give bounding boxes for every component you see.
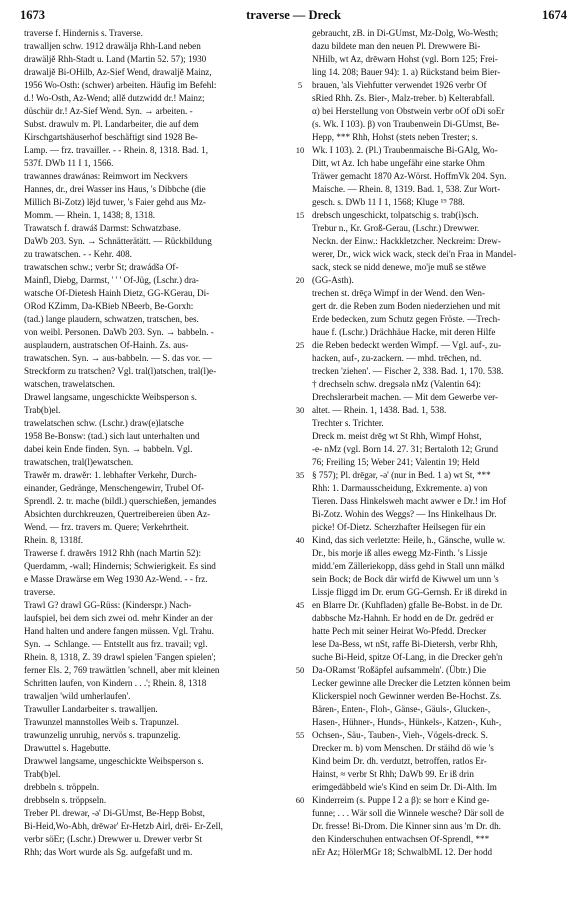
right-column-text-line: Kind, das sich verletzte: Heile, h., Gänsche, wulle w. [312,535,506,545]
right-column-text-line: Dr., bis morje iß alles ewegg Mz-Finth. 's Lissje [312,548,488,558]
left-column-text-line: trawatschen schw.; verbr St; drawádšə Of- [24,262,179,272]
left-column-text-line: Millich Bi-Zotz) lějd tuwer, 's Faier gehd aus Mz- [24,197,206,207]
left-column-text-line: Trawl G? drawl GG-Rüss: (Kinderspr.) Nach- [24,600,192,610]
left-column-text-line: Kirschgartshäuserhof beschäftigt sind 1928 Be- [24,132,198,142]
left-column-text-line: Rhein. 8, 1318, Z. 39 drawl spielen 'Fangen spielen'; [24,652,216,662]
right-column-text-line: Erde bedecken, zum Schutz gegen Fröste. —Trech- [312,314,501,324]
right-column-text-line: Drecker m. b) vom Menschen. Dr stäihd dö wie 's [312,743,494,753]
left-column-text-line: Lamp. — frz. travailler. - - Rhein. 8, 1318. Bad. 1, [24,145,208,155]
line-number: 30 [295,405,305,415]
left-column-text-line: watsche Of-Dietesh Hainh Dietz, GG-KGerau, Di- [24,288,210,298]
left-column-text-line: Querdamm, -wall; Hindernis; Schwierigkeit. Es sind [24,561,216,571]
right-column-text-line: ling 14. 208; Bauer 94): 1. a) Rückstand beim Bier- [312,67,501,77]
left-column-text-line: Treber Pl. drewər, -ə' Di-GUmst, Be-Hepp Bobst, [24,808,205,818]
left-column-text-line: ferner Els. 2, 769 trawättlen 'schnell, aber mit kleinen [24,665,220,675]
right-column-text-line: Ochsen-, Säu-, Tauben-, Vieh-, Vögels-dreck. S. [312,730,488,740]
left-column-text-line: trawatschen. Syn. → aus-babbeln. — S. das vor. — [24,353,212,363]
line-number: 40 [295,535,305,545]
right-column-text-line: Kinderreim (s. Puppe I 2 a β): se horr e Kind ge- [312,795,490,805]
running-head: traverse — Dreck [246,8,341,22]
line-number: 35 [295,470,305,480]
left-column-text-line: traverse f. Hindernis s. Traverse. [24,28,143,38]
left-column [24,27,274,859]
left-column-text-line: verbr söEr; (Lschr.) Drewwer u. Drewer verbr St [24,834,203,844]
left-column-text-line: Wend. — frz. travers m. Quere; Verkehrtheit. [24,522,189,532]
right-column-text-line: Trechter s. Trichter. [312,418,384,428]
left-column-text-line: Trab(b)el. [24,405,61,415]
right-column-text-line: Hainst, ≈ verbr St Rhh; DaWb 99. Er iß drin [312,769,474,779]
left-column-text-line: 1958 Be-Bonsw: (tad.) sich laut unterhalten und [24,431,200,441]
left-column-text-line: trawalljen schw. 1912 drawäljə Rhh-Land neben [24,41,201,51]
right-column-text-line: picke! Of-Dietz. Scherzhafter Heilsegen für ein [312,522,486,532]
left-column-text-line: Schritten laufen, von Kindern . . .'; Rhein. 8, 1318 [24,678,207,688]
right-column-text-line: den Kinderschuhen entwachsen Of-Sprendl, *** [312,834,490,844]
right-column-text-line: werer, Dr., wick wick wack, steck dei'n Fraa in Mandel- [312,249,517,259]
left-column-text-line: Trawunzel mannstolles Weib s. Trapunzel. [24,717,179,727]
right-column-text-line: Da-ORamst 'Roßäpfel aufsammeln'. (Übtr.) Die [312,665,487,675]
right-column-text-line: midd.'em Zälleriekopp, däss gehd in Stall unn mälkd [312,561,505,571]
left-column-text-line: Subst. drawulv m. Pl. Landarbeiter, die auf dem [24,119,199,129]
right-column-text-line: sein Bock; de Bock där wirfd de Kiwwel um unn 's [312,574,499,584]
page-number-left: 1673 [20,8,45,22]
left-column-text-line: Hand halten und andere fangen müssen. Vgl. Trahu. [24,626,214,636]
right-column-text-line: Hasen-, Hühner-, Hunds-, Hünkels-, Katzen-, Kuh-, [312,717,502,727]
left-column-text-line: Rhein. 8, 1318f. [24,535,84,545]
page-number-right: 1674 [542,8,567,22]
right-column-text-line: hatte Pech mit seiner Heirat Wo-Pfedd. Drecker [312,626,487,636]
right-column-text-line: altet. — Rhein. 1, 1438. Bad. 1, 538. [312,405,447,415]
left-column-text-line: drawäljě Rhh-Stadt u. Land (Martin 52. 57); 1930 [24,54,207,64]
right-column-text-line: dabbsche Mz-Hahnh. Er hodd en de Dr. gedrëd er [312,613,494,623]
left-column-text-line: Trawuller Landarbeiter s. trawalljen. [24,704,158,714]
right-column-text-line: suche Bi-Heid, spitze Of-Lang, in die Drecker geh'n [312,652,503,662]
left-column-text-line: Momm. — Rhein. 1, 1438; 8, 1318. [24,210,156,220]
right-column-text-line: brauen, 'als Viehfutter verwendet 1926 verbr Of [312,80,487,90]
right-column [312,27,563,859]
left-column-text-line: trawannes drawánəs: Reimwort im Neckvers [24,171,188,181]
left-column-text-line: watschen, trawelatschen. [24,379,115,389]
right-column-text-line: gesch. s. DWb 11 I 1, 1568; Kluge ¹⁹ 788. [312,197,465,207]
right-column-text-line: Klickerspiel noch Gewinner werden Be-Hochst. Zs. [312,691,502,701]
line-number: 15 [295,210,305,220]
right-column-text-line: Ditt, wt Az. Ich habe ungefähr eine starke Ohm [312,158,485,168]
right-column-text-line: sRied Rhh. Zs. Bier-, Malz-treber. b) Kelterabfall. [312,93,495,103]
right-column-text-line: hacken, auf-, zu-zackern. — mhd. trēchen, nd. [312,353,482,363]
left-column-text-line: trawelatschen schw. (Lschr.) draw(e)latsche [24,418,184,428]
left-column-text-line: einander, Gedränge, Menschengewirr, Trubel Of- [24,483,204,493]
right-column-text-line: α) bei Herstellung von Obstwein verbr oOf oDi soEr [312,106,505,116]
right-column-text-line: trechen st. drēçə Wimpf in der Wend. den Wen- [312,288,485,298]
right-column-text-line: trecken 'ziehen'. — Fischer 2, 338. Bad. 1, 170. 538. [312,366,504,376]
right-column-text-line: dazu bildete man den neuen Pl. Drewwere Bi- [312,41,481,51]
left-column-text-line: trawaljen 'wild umherlaufen'. [24,691,131,701]
right-column-text-line: gebraucht, zB. in Di-GUmst, Mz-Dolg, Wo-Westh; [312,28,499,38]
left-column-text-line: Absichten durchkreuzen, Quertreibereien üben Az- [24,509,211,519]
right-column-text-line: Wk. I 103). 2. (Pl.) Traubenmaische Bi-GAlg, Wo- [312,145,498,155]
right-column-text-line: Rhh: 1. Darmausscheidung, Exkremente. a) von [312,483,488,493]
right-column-text-line: Drechslerarbeit machen. — Mit dem Gewerbe ver- [312,392,499,402]
page-header [20,8,567,24]
right-column-text-line: erimgedäbbeld wie's Kind en seim Dr. Di-Alth. Im [312,782,497,792]
left-column-text-line: drebbeln s. tröppeln. [24,782,100,792]
left-column-text-line: traverse. [24,587,56,597]
left-column-text-line: ORod KZimm, Da-KBieb NBeerb, Be-Gorxh: [24,301,194,311]
left-column-text-line: Streckform zu tratschen? Vgl. tral(l)atschen, tral(l)e- [24,366,217,376]
left-column-text-line: düschür dr.! Az-Sief Wend. Syn. → arbeiten. - [24,106,193,116]
right-column-text-line: Tieren. Dass Hinkelsweh macht awwer e Dr.! im Hof [312,496,507,506]
left-column-text-line: trawunzelig unruhig, nervös s. trapunzelig. [24,730,181,740]
left-column-text-line: dabei kein Ende finden. Syn. → babbeln. Vgl. [24,444,193,454]
right-column-text-line: Neckn. der Einw.: Hackkletzcher. Neckreim: Drew- [312,236,501,246]
right-column-text-line: en Blarre Dr. (Kuhfladen) gfalle Be-Bobst. in de Dr. [312,600,503,610]
left-column-text-line: DaWb 203. Syn. → Schnätterätätt. — Rückbildung [24,236,212,246]
right-column-text-line: lese Da-Bess, wt nSt, raffe Bi-Dietersh, verbr Rhh, [312,639,498,649]
line-number: 50 [295,665,305,675]
left-column-text-line: drawaljě Bi-OHilb, Az-Sief Wend, drawaljě Mainz, [24,67,212,77]
left-column-text-line: e Masse Drawärse em Weg 1930 Az-Wend. - - frz. [24,574,208,584]
line-number: 60 [295,795,305,805]
right-column-text-line: Kind beim Dr. dh. verdutzt, betroffen, ratlos Er- [312,756,487,766]
right-column-text-line: Träwer gemacht 1870 Az-Wörst. HoffmVk 204. Syn. [312,171,507,181]
left-column-text-line: trawatschen, tral(l)ewatschen. [24,457,134,467]
left-column-text-line: Hannes, dr., drei Wasser ins Haus, 's Dibbche (die [24,184,206,194]
left-column-text-line: 1956 Wo-Osth: (schwer) arbeiten. Häufig im Befehl: [24,80,217,90]
left-column-text-line: Mainfl, Diebg, Darmst, ' ' ' Of-Jüg, (Lschr.) dra- [24,275,199,285]
right-column-text-line: sack, steck se nidd denewe, mo'je muß se stěwe [312,262,486,272]
right-column-text-line: -e- nMz (vgl. Born 14. 27. 31; Bertaloth 12; Grund [312,444,499,454]
right-column-text-line: Lecker gewinne alle Drecker die Letzten können beim [312,678,511,688]
left-column-text-line: Drawwel langsame, ungeschickte Weibsperson s. [24,756,204,766]
right-column-text-line: § 757); Pl. drēgər, -ə' (nur in Bed. 1 a) wt St, *** [312,470,491,480]
right-column-text-line: 76; Freiling 15; Weber 241; Valentin 19; Held [312,457,480,467]
right-column-text-line: Bi-Zotz. Wohin des Weggs? — Ins Hinkelhaus Dr. [312,509,497,519]
line-number: 55 [295,730,305,740]
right-column-text-line: gert dr. die Reben zum Boden niederziehen und mit [312,301,501,311]
right-column-text-line: Hepp, *** Rhh, Hohst (stets neben Trester; s. [312,132,478,142]
right-column-text-line: Bären-, Enten-, Floh-, Gänse-, Gäuls-, Glucken-, [312,704,491,714]
left-column-text-line: zu trawatschen. - - Kehr. 408. [24,249,132,259]
line-number: 20 [295,275,305,285]
left-column-text-line: d.! Wo-Osth, Az-Wend; allě dutzwidd dr.! Mainz; [24,93,205,103]
left-column-text-line: Trawatsch f. drawáš Darmst: Schwatzbase. [24,223,181,233]
left-column-text-line: Syn. → Schlange. — Entstellt aus frz. travail; vgl. [24,639,208,649]
line-number: 45 [295,600,305,610]
left-column-text-line: 537f. DWb 11 I 1, 1566. [24,158,114,168]
right-column-text-line: Dreck m. meist drēg wt St Rhh, Wimpf Hohst, [312,431,482,441]
line-number: 10 [295,145,305,155]
right-column-text-line: drebsch ungeschickt, tolpatschig s. trab(i)sch. [312,210,479,220]
right-column-text-line: funne; . . . Wär soll die Winnele wesche? Där soll de [312,808,504,818]
right-column-text-line: (GG-Asth). [312,275,354,285]
left-column-text-line: Bi-Heid,Wo-Abh, drēwər' Er-Hetzb Airl, drēi- Er-Zell, [24,821,223,831]
right-column-text-line: (s. Wk. I 103). β) von Traubenwein Di-GUmst, Be- [312,119,500,129]
right-column-text-line: Maische. — Rhein. 8, 1319. Bad. 1, 538. Zur Wort- [312,184,501,194]
right-column-text-line: Trebur n., Kr. Groß-Gerau, (Lschr.) Drewwer. [312,223,480,233]
left-column-text-line: (tad.) lange plaudern, schwatzen, tratschen, bes. [24,314,199,324]
right-column-text-line: die Reben bedeckt werden Wimpf. — Vgl. auf-, zu- [312,340,502,350]
right-column-text-line: haue f. (Lschr.) Drächhäue Hacke, mit deren Hilfe [312,327,496,337]
left-column-text-line: drebbseln s. tröppseln. [24,795,107,805]
left-column-text-line: ausplaudern, austratschen Of-Hainh. Zs. aus- [24,340,189,350]
left-column-text-line: Sprendl. 2. tr. mache (bildl.) querschießen, jemandes [24,496,217,506]
line-number: 5 [297,80,303,90]
left-column-text-line: Drawel langsame, ungeschickte Weibsperson s. [24,392,197,402]
left-column-text-line: Trab(b)el. [24,769,61,779]
right-column-text-line: Lissje fliggd im Dr. erum GG-Gernsh. Er iß direkd in [312,587,507,597]
left-column-text-line: laufspiel, bei dem sich zwei od. mehr Kinder an der [24,613,213,623]
right-column-text-line: NHilb, wt Az, drēwərn Hohst (vgl. Born 125; Frei- [312,54,498,64]
left-column-text-line: Trawerse f. drawěrs 1912 Rhh (nach Martin 52): [24,548,202,558]
left-column-text-line: Drawuttel s. Hagebutte. [24,743,111,753]
right-column-text-line: nEr Az; HölerMGr 18; SchwalbML 12. Der hodd [312,847,493,857]
left-column-text-line: Trawěr m. drawěr: 1. lebhafter Verkehr, Durch- [24,470,197,480]
left-column-text-line: Rhh; das Wort wurde als Sg. aufgefaßt und m. [24,847,193,857]
left-column-text-line: von weibl. Personen. DaWb 203. Syn. → babbeln. - [24,327,214,337]
right-column-text-line: † drechseln schw. dregsələ nMz (Valentin 64): [312,379,481,389]
right-column-text-line: Dr. fresse! Bi-Drom. Die Kinner sinn aus 'm Dr. dh. [312,821,501,831]
line-number: 25 [295,340,305,350]
